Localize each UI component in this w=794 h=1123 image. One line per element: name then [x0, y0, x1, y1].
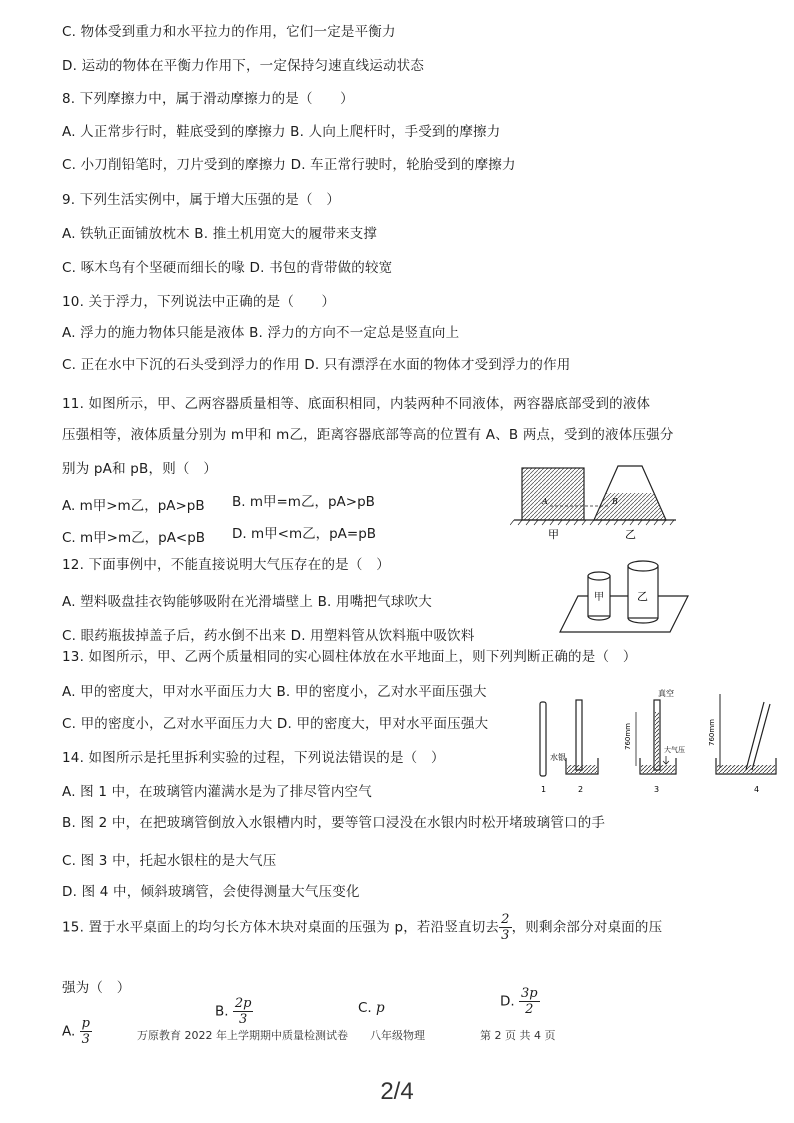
label-yi: 乙 — [637, 590, 648, 603]
q13-cylinders-figure — [556, 556, 692, 636]
q11-option-b: B. m甲=m乙，pA>pB — [232, 494, 375, 510]
q12-options-ab: A. 塑料吸盘挂衣钩能够吸附在光滑墙壁上 B. 用嘴把气球吹大 — [62, 594, 432, 610]
page-footer: 万原教育 2022 年上学期期中质量检测试卷 八年级物理 第 2 页 共 4 页 — [137, 1029, 556, 1042]
label-vacuum: 真空 — [658, 689, 674, 698]
q15-d-label: D. — [500, 993, 515, 1010]
q15-d-den: 2 — [525, 1002, 534, 1017]
q15-d-num: 3p — [520, 986, 538, 1001]
height-label-3: 760mm — [624, 723, 632, 750]
q15-stem-part1: 15. 置于水平桌面上的均匀长方体木块对桌面的压强为 p，若沿竖直切去 — [62, 919, 500, 936]
q13-options-cd: C. 甲的密度小，乙对水平面压力大 D. 甲的密度大，甲对水平面压强大 — [62, 716, 489, 732]
q14-option-a: A. 图 1 中，在玻璃管内灌满水是为了排尽管内空气 — [62, 784, 372, 800]
q14-option-b: B. 图 2 中，在把玻璃管倒放入水银槽内时，要等管口浸没在水银内时松开堵玻璃管口的手 — [62, 815, 606, 831]
page-indicator: 2/4 — [380, 1078, 414, 1105]
q15-option-a — [62, 1016, 92, 1047]
q8-stem: 8. 下列摩擦力中，属于滑动摩擦力的是（ ） — [62, 91, 354, 107]
tube-1 — [540, 702, 546, 776]
q15-a-num: p — [81, 1016, 90, 1031]
label-air-pressure: 大气压 — [664, 746, 685, 754]
q15-option-d — [500, 986, 540, 1017]
q15-a-label: A. — [62, 1023, 76, 1040]
q11-option-d: D. m甲<m乙，pA=pB — [232, 526, 377, 542]
q15-c-label: C. — [358, 1000, 372, 1016]
fig-number-3: 3 — [654, 785, 660, 794]
fraction-numerator: 2 — [501, 912, 510, 927]
cylinder-yi-top — [628, 561, 658, 571]
q7-option-d: D. 运动的物体在平衡力作用下，一定保持匀速直线运动状态 — [62, 58, 425, 74]
q15-c-value: p — [376, 1000, 385, 1016]
q9-options-cd: C. 啄木鸟有个坚硬而细长的喙 D. 书包的背带做的较宽 — [62, 260, 393, 276]
q15-b-label: B. — [215, 1003, 229, 1020]
q13-stem: 13. 如图所示，甲、乙两个质量相同的实心圆柱体放在水平地面上，则下列判断正确的是（ ） — [62, 649, 637, 665]
q10-options-cd: C. 正在水中下沉的石头受到浮力的作用 D. 只有漂浮在水面的物体才受到浮力的作用 — [62, 357, 571, 373]
height-label-4: 760mm — [708, 719, 716, 746]
mercury-4 — [717, 765, 775, 773]
q7-option-c: C. 物体受到重力和水平拉力的作用，它们一定是平衡力 — [62, 24, 396, 40]
q8-options-cd: C. 小刀削铅笔时，刀片受到的摩擦力 D. 车正常行驶时，轮胎受到的摩擦力 — [62, 157, 516, 173]
q14-option-d: D. 图 4 中，倾斜玻璃管，会使得测量大气压变化 — [62, 884, 360, 900]
container-jia — [522, 468, 584, 520]
q13-options-ab: A. 甲的密度大，甲对水平面压力大 B. 甲的密度小，乙对水平面压强大 — [62, 684, 487, 700]
q15-d-fraction — [519, 986, 540, 1017]
q15-option-b — [215, 996, 253, 1027]
fraction-denominator: 3 — [501, 928, 510, 943]
q12-stem: 12. 下面事例中，不能直接说明大气压存在的是（ ） — [62, 557, 390, 573]
q11-stem-3: 别为 pA和 pB，则（ ） — [62, 461, 218, 477]
fig-number-2: 2 — [578, 785, 584, 794]
q11-option-c: C. m甲>m乙，pA<pB — [62, 530, 206, 546]
q15-stem-part2: ，则剩余部分对桌面的压 — [511, 919, 663, 936]
ground-hatching — [510, 520, 674, 525]
q15-b-den: 3 — [239, 1012, 248, 1027]
q15-a-den: 3 — [81, 1032, 90, 1047]
fig-number-1: 1 — [541, 785, 547, 794]
horizontal-plane — [560, 596, 688, 632]
q15-a-fraction — [80, 1016, 92, 1047]
q15-stem-end: 强为（ ） — [62, 980, 131, 996]
pressure-arrow — [663, 756, 669, 764]
q10-options-ab: A. 浮力的施力物体只能是液体 B. 浮力的方向不一定总是竖直向上 — [62, 325, 460, 341]
point-b: B — [612, 497, 618, 506]
point-a: A — [542, 497, 548, 506]
q9-options-ab: A. 铁轨正面铺放枕木 B. 推土机用宽大的履带来支撑 — [62, 226, 378, 242]
cylinder-yi-bottom — [628, 618, 658, 623]
mercury-2 — [567, 765, 597, 773]
label-jia: 甲 — [594, 592, 604, 603]
liquid-yi — [594, 493, 666, 520]
q11-option-a: A. m甲>m乙，pA>pB — [62, 498, 205, 514]
tube-2 — [576, 700, 582, 770]
label-yi: 乙 — [625, 528, 636, 541]
q11-stem-1: 11. 如图所示，甲、乙两容器质量相等、底面积相同，内装两种不同液体，两容器底部受到的液体 — [62, 396, 651, 412]
fig-number-4: 4 — [754, 785, 760, 794]
label-jia: 甲 — [548, 528, 559, 541]
q14-option-c: C. 图 3 中，托起水银柱的是大气压 — [62, 853, 277, 869]
q11-stem-2: 压强相等，液体质量分别为 m甲和 m乙，距离容器底部等高的位置有 A、B 两点，受到的液体压强分 — [62, 427, 674, 443]
q8-options-ab: A. 人正常步行时，鞋底受到的摩擦力 B. 人向上爬杆时，手受到的摩擦力 — [62, 124, 501, 140]
q15-b-fraction — [233, 996, 254, 1027]
label-mercury: 水银 — [550, 753, 566, 762]
cylinder-jia-top — [588, 572, 610, 580]
q14-stem: 14. 如图所示是托里拆利实验的过程，下列说法错误的是（ ） — [62, 750, 445, 766]
q10-stem: 10. 关于浮力，下列说法中正确的是（ ） — [62, 294, 336, 310]
q12-options-cd: C. 眼药瓶拔掉盖子后，药水倒不出来 D. 用塑料管从饮料瓶中吸饮料 — [62, 628, 475, 644]
q14-torricelli-figure — [532, 688, 778, 798]
q15-stem — [62, 912, 662, 943]
q15-fraction — [499, 912, 511, 943]
mercury-column-3 — [655, 712, 659, 768]
q9-stem: 9. 下列生活实例中，属于增大压强的是（ ） — [62, 192, 341, 208]
q15-option-c — [358, 1000, 385, 1016]
q15-b-num: 2p — [234, 996, 252, 1011]
q11-containers-figure — [510, 462, 680, 544]
